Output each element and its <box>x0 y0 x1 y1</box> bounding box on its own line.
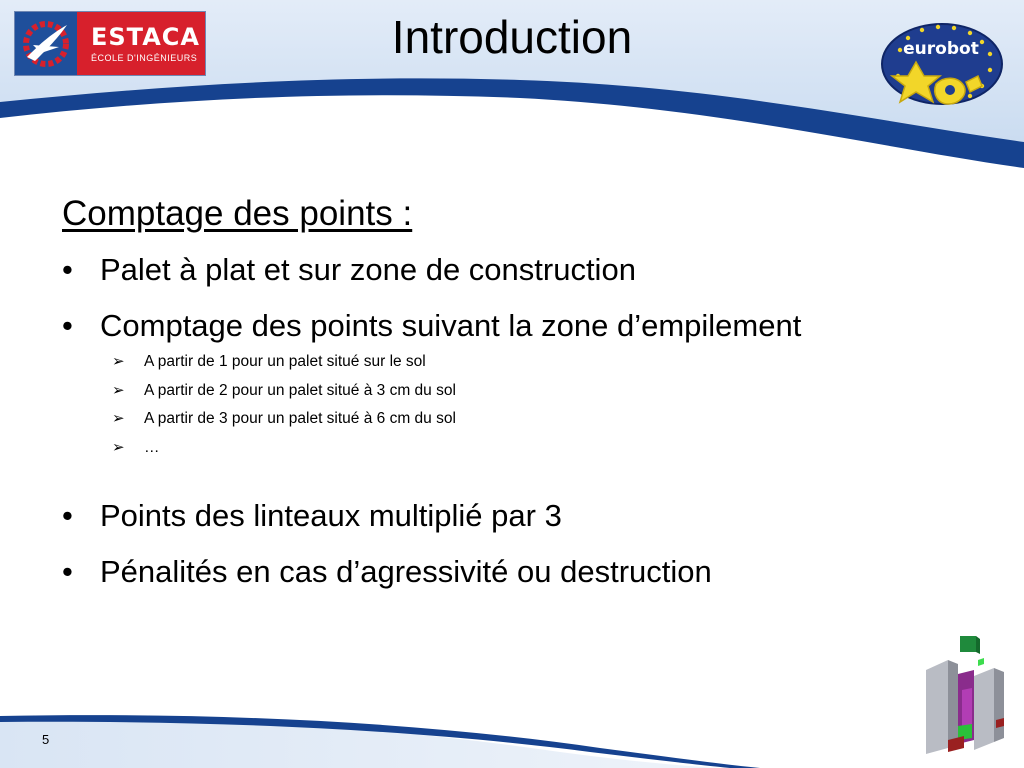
sub-bullet-list <box>112 348 962 462</box>
estaca-logo-subtitle: ÉCOLE D'INGÉNIEURS <box>91 52 198 63</box>
bullet-item <box>62 544 962 600</box>
bullet-text: Points des linteaux multiplié par 3 <box>100 498 562 533</box>
sub-bullet-text: A partir de 1 pour un palet situé sur le sol <box>144 353 426 370</box>
sub-bullet-item <box>112 405 962 434</box>
page-number: 5 <box>42 732 50 747</box>
bullet-item <box>62 488 962 544</box>
bullet-icon: • <box>62 554 73 589</box>
bullet-text: Pénalités en cas d’agressivité ou destruction <box>100 554 712 589</box>
eurobot-logo-text: eurobot <box>903 39 979 59</box>
sub-bullet-text: … <box>144 438 160 456</box>
sub-bullet-text: A partir de 3 pour un palet situé à 6 cm du sol <box>144 410 456 427</box>
bullet-item <box>62 298 962 354</box>
sub-bullet-item <box>112 348 962 377</box>
bullet-icon: • <box>62 252 73 287</box>
arrow-bullet-icon: ➢ <box>112 381 125 399</box>
sub-bullet-item <box>112 377 962 406</box>
sub-bullet-text: A partir de 2 pour un palet situé à 3 cm du sol <box>144 381 456 399</box>
arrow-bullet-icon: ➢ <box>112 353 125 370</box>
slide-content <box>62 190 962 600</box>
estaca-logo-name: ESTACA <box>91 22 200 51</box>
eurobot-emblem-icon <box>878 20 1006 116</box>
sub-bullet-item <box>112 434 962 463</box>
bullet-item <box>62 242 962 298</box>
bullet-icon: • <box>62 498 73 533</box>
arrow-bullet-icon: ➢ <box>112 438 125 456</box>
bullet-text: Palet à plat et sur zone de construction <box>100 252 636 287</box>
bullet-icon: • <box>62 308 73 343</box>
eurobot-logo <box>878 20 1006 116</box>
content-heading: Comptage des points : <box>62 194 413 233</box>
arrow-bullet-icon: ➢ <box>112 410 125 427</box>
slide-title: Introduction <box>391 11 633 63</box>
bullet-text: Comptage des points suivant la zone d’empilement <box>100 308 802 343</box>
robot-model-icon <box>918 630 1010 758</box>
